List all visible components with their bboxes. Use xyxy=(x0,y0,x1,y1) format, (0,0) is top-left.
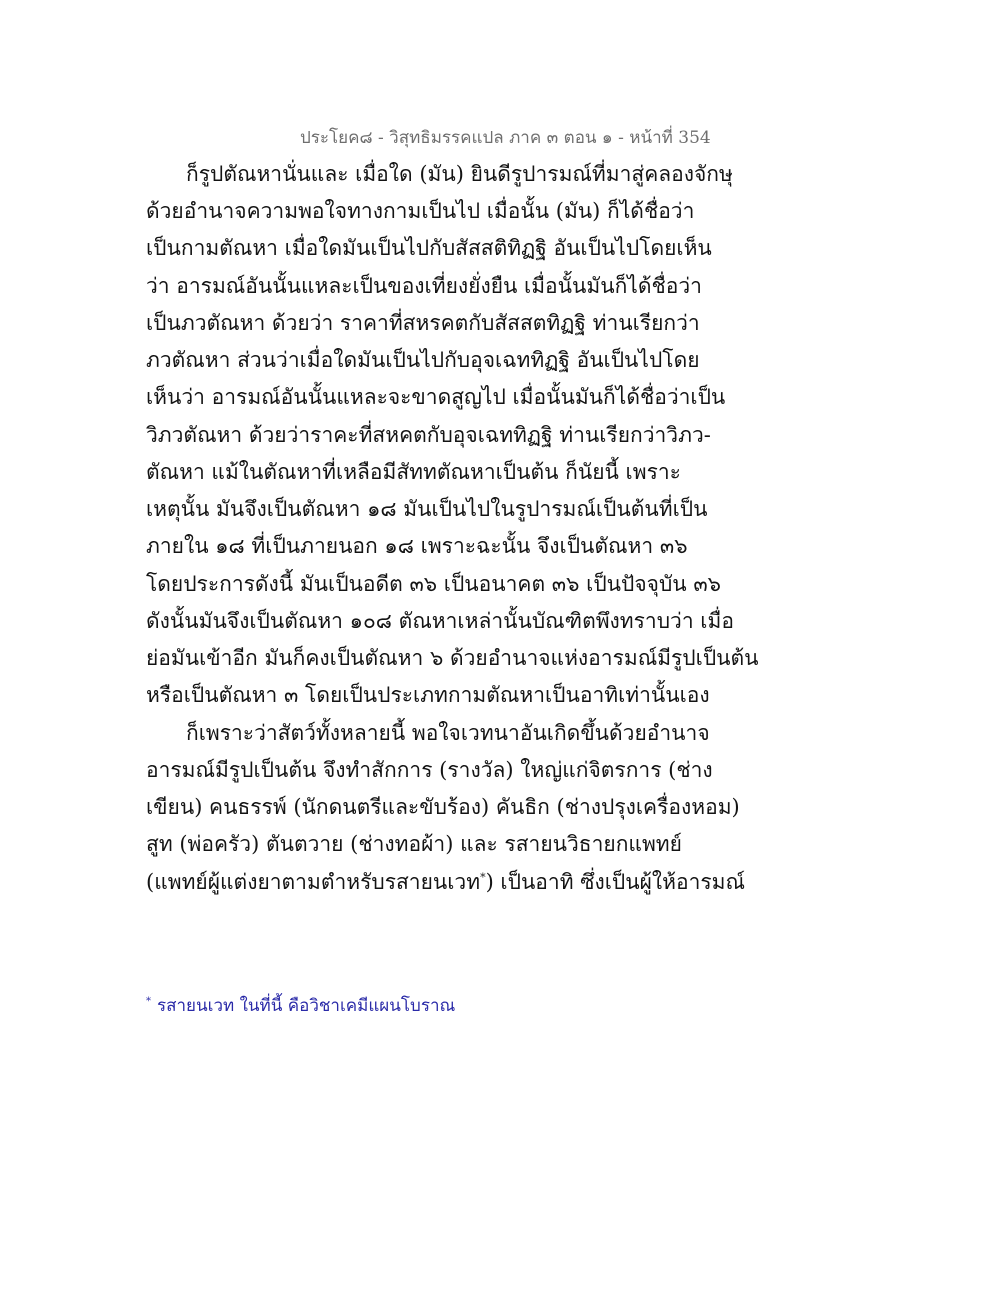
paragraph-2-line: สูท (พ่อครัว) ตันตวาย (ช่างทอผ้า) และ รสายนวิธายกแพทย์ xyxy=(146,832,682,856)
paragraph-1-line: ก็รูปตัณหานั่นและ เมื่อใด (มัน) ยินดีรูปารมณ์ที่มาสู่คลองจักษุ xyxy=(186,162,733,186)
paragraph-1-line: ภวตัณหา ส่วนว่าเมื่อใดมันเป็นไปกับอุจเฉททิฏฐิ อันเป็นไปโดย xyxy=(146,348,700,372)
paragraph-2-line-part: ) เป็นอาทิ ซึ่งเป็นผู้ให้อารมณ์ xyxy=(485,870,745,894)
paragraph-1-line: เป็นภวตัณหา ด้วยว่า ราคาที่สหรคตกับสัสสตทิฏฐิ ท่านเรียกว่า xyxy=(146,311,700,335)
paragraph-2-line-part: (แพทย์ผู้แต่งยาตามตำหรับรสายนเวท xyxy=(146,870,481,894)
paragraph-1-line: เป็นกามตัณหา เมื่อใดมันเป็นไปกับสัสสติทิฏฐิ อันเป็นไปโดยเห็น xyxy=(146,236,712,260)
footnote-marker: * xyxy=(146,996,151,1008)
paragraph-2-line: ก็เพราะว่าสัตว์ทั้งหลายนี้ พอใจเวทนาอันเกิดขึ้นด้วยอำนาจ xyxy=(186,721,710,745)
footnote xyxy=(146,992,455,1019)
paragraph-1-line: ว่า อารมณ์อันนั้นแหละเป็นของเที่ยงยั่งยืน เมื่อนั้นมันก็ได้ชื่อว่า xyxy=(146,274,702,298)
page-header: ประโยค๘ - วิสุทธิมรรคแปล ภาค ๓ ตอน ๑ - หน้าที่ 354 xyxy=(300,128,711,148)
footnote-reference: * xyxy=(480,871,486,884)
paragraph-1-line: เห็นว่า อารมณ์อันนั้นแหละจะขาดสูญไป เมื่อนั้นมันก็ได้ชื่อว่าเป็น xyxy=(146,385,726,409)
paragraph-1-line: เหตุนั้น มันจึงเป็นตัณหา ๑๘ มันเป็นไปในรูปารมณ์เป็นต้นที่เป็น xyxy=(146,497,708,521)
paragraph-2-line-with-ref xyxy=(146,868,745,896)
paragraph-1-line: โดยประการดังนี้ มันเป็นอดีต ๓๖ เป็นอนาคต ๓๖ เป็นปัจจุบัน ๓๖ xyxy=(146,572,721,596)
paragraph-1-line: ภายใน ๑๘ ที่เป็นภายนอก ๑๘ เพราะฉะนั้น จึงเป็นตัณหา ๓๖ xyxy=(146,534,688,558)
paragraph-2-line: อารมณ์มีรูปเป็นต้น จึงทำสักการ (รางวัล) ใหญ่แก่จิตรการ (ช่าง xyxy=(146,758,713,782)
footnote-text: รสายนเวท ในที่นี้ คือวิชาเคมีแผนโบราณ xyxy=(157,996,456,1016)
paragraph-1-line: ย่อมันเข้าอีก มันก็คงเป็นตัณหา ๖ ด้วยอำนาจแห่งอารมณ์มีรูปเป็นต้น xyxy=(146,646,759,670)
paragraph-1-line: ดังนั้นมันจึงเป็นตัณหา ๑๐๘ ตัณหาเหล่านั้นบัณฑิตพึงทราบว่า เมื่อ xyxy=(146,609,734,633)
paragraph-1-line: หรือเป็นตัณหา ๓ โดยเป็นประเภทกามตัณหาเป็นอาทิเท่านั้นเอง xyxy=(146,683,710,707)
paragraph-1-line: ด้วยอำนาจความพอใจทางกามเป็นไป เมื่อนั้น (มัน) ก็ได้ชื่อว่า xyxy=(146,199,695,223)
paragraph-2-line: เขียน) คนธรรพ์ (นักดนตรีและขับร้อง) คันธิก (ช่างปรุงเครื่องหอม) xyxy=(146,795,740,819)
paragraph-1-line: ตัณหา แม้ในตัณหาที่เหลือมีสัททตัณหาเป็นต้น ก็นัยนี้ เพราะ xyxy=(146,460,681,484)
paragraph-1-line: วิภวตัณหา ด้วยว่าราคะที่สหคตกับอุจเฉททิฏฐิ ท่านเรียกว่าวิภว- xyxy=(146,423,711,447)
